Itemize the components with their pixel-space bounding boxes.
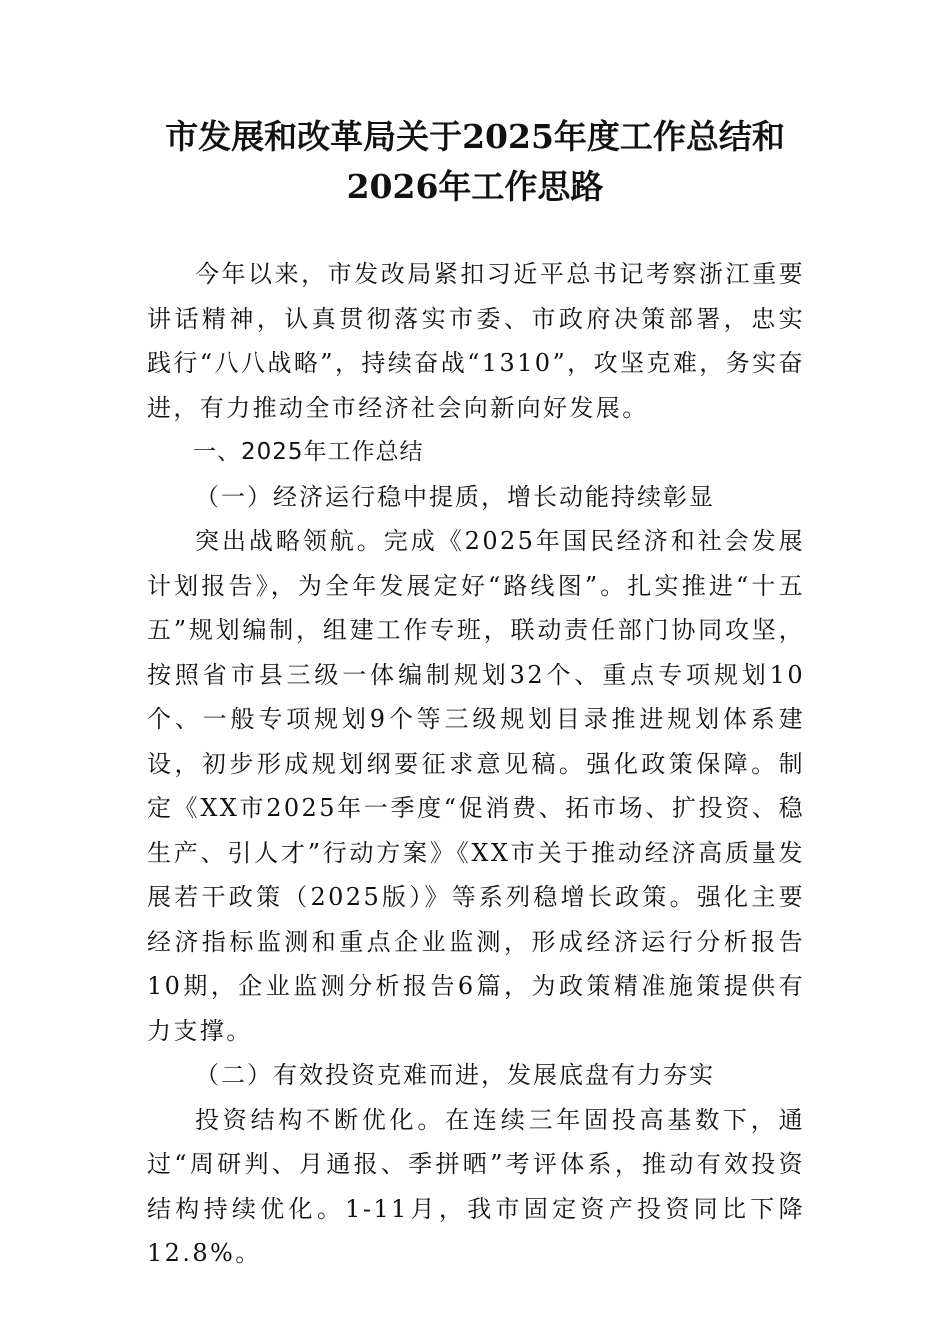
title-line-2: 2026年工作思路 bbox=[346, 167, 604, 206]
subsection-heading: （二）有效投资克难而进，发展底盘有力夯实 bbox=[195, 1061, 715, 1089]
body-paragraph: 投资结构不断优化。在连续三年固投高基数下，通过“周研判、月通报、季拼晒”考评体系，推动有效投资结构持续优化。1-11月，我市固定资产投资同比下降12.8%。 bbox=[147, 1105, 805, 1267]
body-paragraph: 突出战略领航。完成《2025年国民经济和社会发展计划报告》，为全年发展定好“路线图”。扎实推进“十五五”规划编制，组建工作专班，联动责任部门协同攻坚，按照省市县三级一体编制规划32个、重点专项规划10个、一般专项规划9个等三级规划目录推进规划体系建设，初步形成规划纲要征求意见稿。强化政策保障。制定《XX市2025年一季度“促消费、拓市场、扩投资、稳生产、引人才”行动方案》《XX市关于推动经济高质量发展若干政策（2025版）》等系列稳增长政策。强化主要经济指标监测和重点企业监测，形成经济运行分析报告10期，企业监测分析报告6篇，为政策精准施策提供有力支撑。 bbox=[147, 527, 805, 1045]
intro-paragraph: 今年以来，市发改局紧扣习近平总书记考察浙江重要讲话精神，认真贯彻落实市委、市政府决策部署，忠实践行“八八战略”，持续奋战“1310”，攻坚克难，务实奋进，有力推动全市经济社会向新向好发展。 bbox=[147, 260, 805, 422]
subsection-heading: （一）经济运行稳中提质，增长动能持续彰显 bbox=[195, 482, 715, 511]
title-line-1: 市发展和改革局关于2025年度工作总结和 bbox=[165, 117, 785, 156]
section-heading: 一、2025年工作总结 bbox=[193, 439, 424, 465]
document-title bbox=[100, 112, 850, 212]
document-body bbox=[147, 252, 805, 1276]
